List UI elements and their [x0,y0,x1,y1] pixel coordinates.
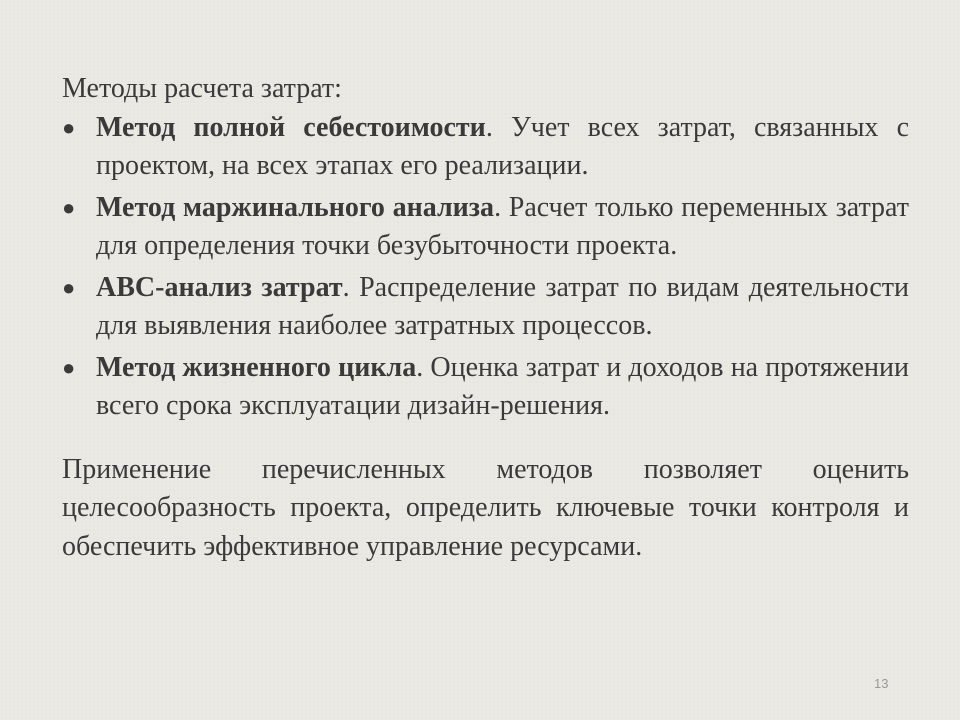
method-description: . Учет всех затрат, связанных с проектом, на всех этапах его реализации. [96,111,909,181]
methods-list [62,109,909,426]
method-description: . Расчет только переменных затрат для определения точки безубыточности проекта. [96,191,909,261]
method-description: . Оценка затрат и доходов на протяжении всего срока эксплуатации дизайн-решения. [96,351,910,421]
page-number: 13 [874,676,889,691]
bullet-dot-icon: ● [62,354,76,380]
method-term: Метод жизненного цикла [96,351,417,383]
bullet-dot-icon: ● [62,194,76,220]
list-item [62,109,909,186]
list-item [62,189,909,266]
method-term: ABC-анализ затрат [96,271,343,303]
slide-content [62,70,909,566]
list-item [62,269,909,346]
slide-heading: Методы расчета затрат: [62,73,342,104]
bullet-dot-icon: ● [62,274,76,300]
method-term: Метод полной себестоимости [96,111,486,143]
bullet-dot-icon: ● [62,114,76,140]
method-term: Метод маржинального анализа [96,191,495,223]
list-item [62,349,909,426]
conclusion-paragraph: Применение перечисленных методов позволяет оценить целесообразность проекта, определить ключевые точки контроля и обеспечить эффективное управление ресурсами. [62,453,909,562]
method-description: . Распределение затрат по видам деятельности для выявления наиболее затратных процессов. [96,271,910,341]
